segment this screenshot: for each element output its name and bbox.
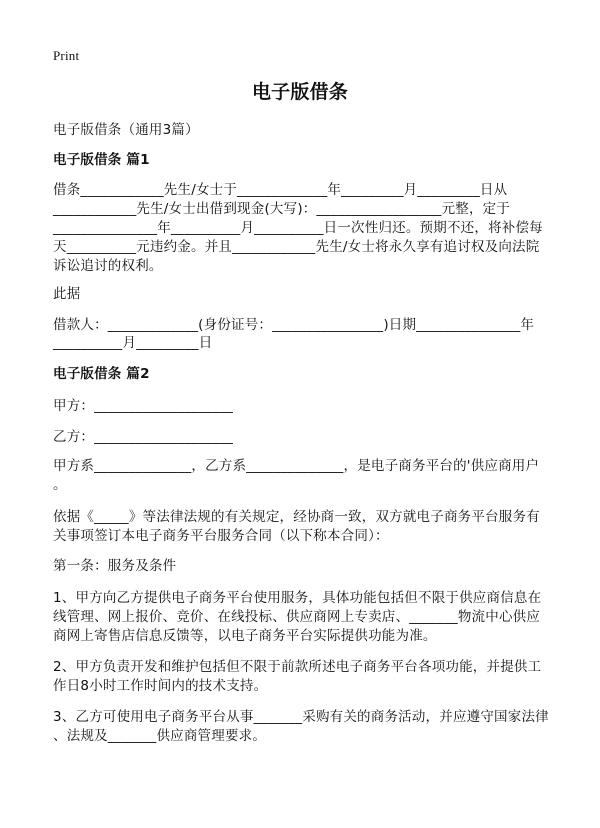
page-title: 电子版借条	[251, 81, 348, 103]
paragraph-line: 关事项签订本电子商务平台服务合同（以下称本合同）：	[53, 528, 389, 544]
paragraph-line: 天__________元违约金。并且____________先生/女士将永久享有追讨权及向法院	[53, 239, 540, 255]
paragraph-line: 1、甲方向乙方提供电子商务平台使用服务，具体功能包括但不限于供应商信息在	[53, 590, 542, 606]
paragraph-line: 作日8小时工作时间内的技术支持。	[53, 678, 268, 694]
paragraph-line: 甲方系______________，乙方系______________，是电子商务平台的'供应商用户	[53, 458, 540, 474]
paragraph-line: 诉讼追讨的权利。	[53, 258, 163, 274]
party-a-line: 甲方：____________________	[53, 398, 234, 414]
paragraph-line: 依据《_____》等法律法规的有关规定，经协商一致，双方就电子商务平台服务有	[53, 509, 540, 525]
paragraph-line: 此据	[53, 286, 81, 302]
article-heading: 第一条：服务及条件	[53, 558, 177, 574]
signature-line: 借款人：_____________(身份证号：________________)日期_______________年	[53, 317, 535, 333]
section-heading-1: 电子版借条 篇1	[53, 152, 150, 168]
paragraph-line: 3、乙方可使用电子商务平台从事_______采购有关的商务活动，并应遵守国家法律	[53, 709, 549, 725]
paragraph-line: _______________年__________月__________日一次性归还。预期不还，将补偿每	[53, 220, 543, 236]
print-link[interactable]: Print	[53, 48, 80, 63]
paragraph-line: 、法规及_______供应商管理要求。	[53, 728, 267, 744]
paragraph-line: 线管理、网上报价、竞价、在线投标、供应商网上专卖店、_______物流中心供应	[53, 609, 541, 625]
paragraph-line: 。	[53, 477, 67, 493]
signature-line: __________月_________日	[53, 335, 213, 351]
subtitle: 电子版借条（通用3篇）	[53, 122, 199, 138]
paragraph-line: 2、甲方负责开发和维护包括但不限于前款所述电子商务平台各项功能，并提供工	[53, 659, 542, 675]
paragraph-line: 借条____________先生/女士于_____________年_________月_________日从	[53, 182, 508, 198]
section-heading-2: 电子版借条 篇2	[53, 366, 150, 382]
paragraph-line: 商网上寄售店信息反馈等，以电子商务平台实际提供功能为准。	[53, 628, 437, 644]
paragraph-line: ____________先生/女士出借到现金(大写)：__________________元整，定于	[53, 201, 511, 217]
party-b-line: 乙方：____________________	[53, 429, 234, 445]
